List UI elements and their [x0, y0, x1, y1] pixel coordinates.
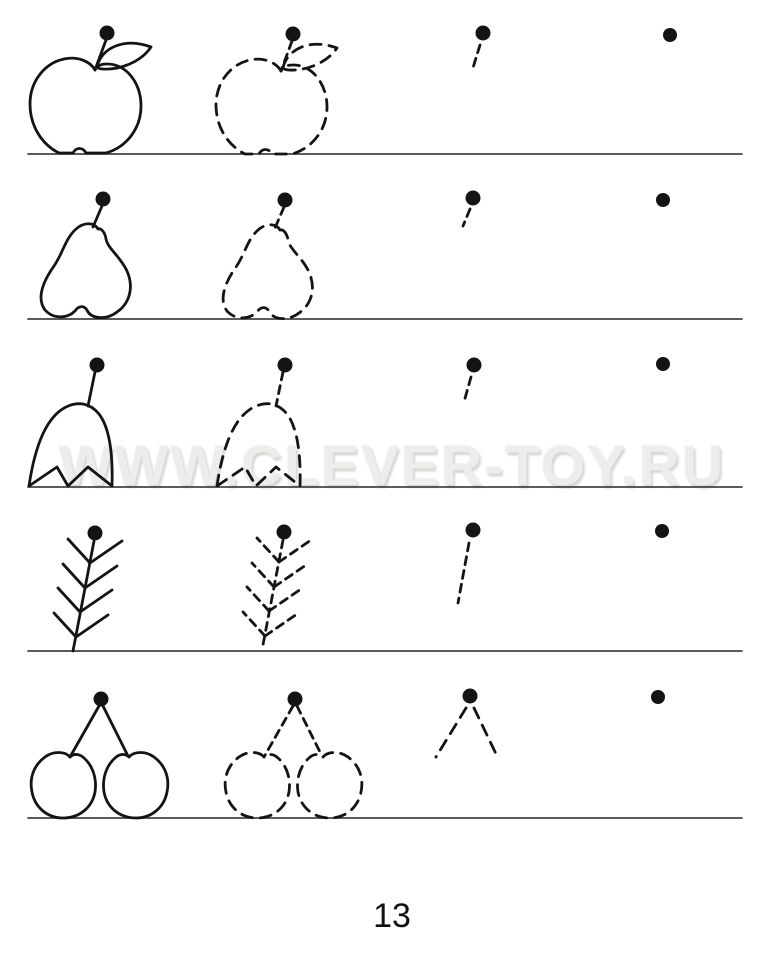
cherries-dashed — [225, 692, 362, 819]
cherries-solid — [31, 692, 168, 819]
twig-dashed — [243, 525, 311, 651]
start-dot — [476, 26, 491, 41]
start-dot — [288, 692, 303, 707]
watermark: WWW.CLEVER-TOY.RU — [58, 434, 726, 498]
start-dot — [100, 26, 115, 41]
cherries-start-stroke — [436, 689, 497, 758]
start-dot — [96, 192, 111, 207]
start-dot — [466, 523, 481, 538]
apple-solid — [30, 26, 151, 154]
row-apple — [30, 26, 677, 155]
start-dot — [656, 357, 670, 371]
start-dot — [655, 524, 669, 538]
row-tulip — [29, 357, 670, 486]
start-dot — [278, 358, 293, 373]
twig-solid — [54, 526, 122, 652]
start-dot — [467, 358, 482, 373]
pear-start-stroke — [463, 191, 481, 227]
start-dot — [88, 526, 103, 541]
start-dot — [278, 193, 293, 208]
start-dot — [286, 27, 301, 42]
pear-dashed — [223, 193, 312, 319]
start-dot — [90, 358, 105, 373]
tulip-start-stroke — [464, 358, 482, 403]
start-dot — [463, 689, 478, 704]
row-pear — [41, 191, 670, 319]
start-dot — [94, 692, 109, 707]
pear-solid — [41, 192, 130, 318]
start-dot — [656, 193, 670, 207]
apple-dashed — [216, 27, 337, 155]
apple-start-stroke — [472, 26, 491, 72]
start-dot — [277, 525, 292, 540]
row-cherries — [31, 689, 665, 819]
start-dot — [651, 690, 665, 704]
row-twig — [54, 523, 669, 652]
tulip-dashed — [217, 358, 300, 487]
tulip-solid — [29, 358, 112, 487]
start-dot — [663, 28, 677, 42]
start-dot — [466, 191, 481, 206]
page-number: 13 — [373, 897, 411, 935]
twig-start-stroke — [458, 523, 481, 604]
writing-baselines — [28, 154, 742, 818]
